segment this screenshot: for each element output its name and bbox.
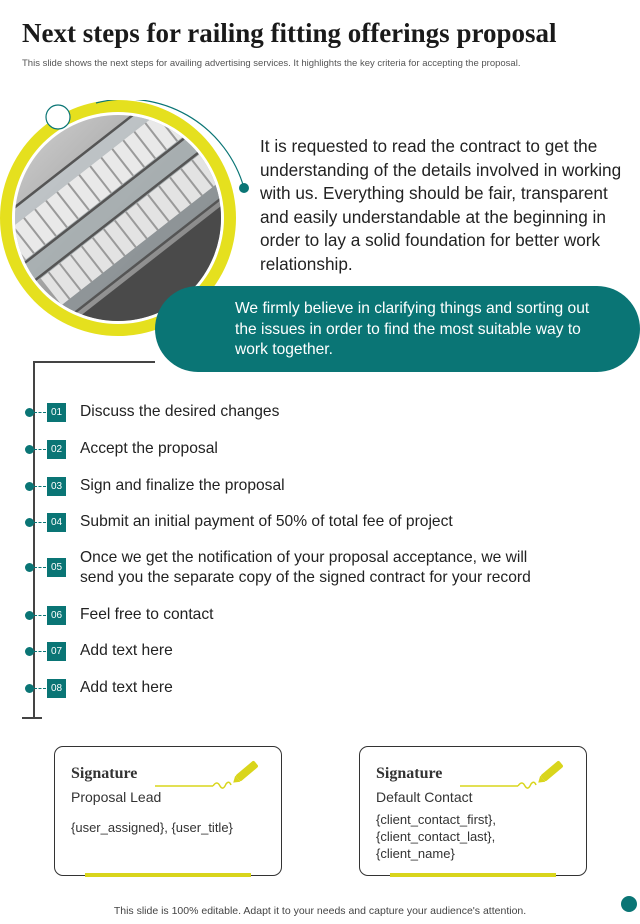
step-number: 03 [47,477,66,496]
step-number: 02 [47,440,66,459]
step-dot [25,684,34,693]
timeline-top-tick [33,361,155,363]
signature-fields [71,819,233,836]
signature-underline [85,873,251,877]
signature-card-proposal-lead [54,746,282,876]
step-text: Submit an initial payment of 50% of total fee of project [80,513,453,530]
step-number: 05 [47,558,66,577]
step-dot [25,518,34,527]
step-text: Sign and finalize the proposal [80,477,285,494]
step-number: 08 [47,679,66,698]
signature-underline [390,873,556,877]
step-text: Add text here [80,642,173,659]
signature-card-default-contact [359,746,587,876]
page-subtitle: This slide shows the next steps for availing advertising services. It highlights the key criteria for accepting the proposal. [22,58,521,69]
signature-field-line: {client_contact_first}, [376,812,496,827]
step-connector [34,522,46,523]
step-connector [34,486,46,487]
signature-field-line: {user_assigned}, {user_title} [71,820,233,835]
footer-note: This slide is 100% editable. Adapt it to your needs and capture your audience's attention. [113,905,527,917]
decor-dot [239,183,249,193]
step-connector [34,688,46,689]
corner-dot [621,896,637,912]
step-dot [25,563,34,572]
step-connector [34,615,46,616]
step-text: Feel free to contact [80,606,214,623]
step-text: Once we get the notification of your proposal acceptance, we will [80,549,528,566]
step-number: 07 [47,642,66,661]
step-text: Discuss the desired changes [80,403,280,420]
step-connector [34,412,46,413]
step-number: 04 [47,513,66,532]
decor-circle [46,105,70,129]
page-title: Next steps for railing fitting offerings proposal [22,18,557,48]
step-text: Add text here [80,679,173,696]
pen-icon [155,755,265,789]
step-dot [25,445,34,454]
signature-role: Proposal Lead [71,789,162,805]
step-text: Accept the proposal [80,440,218,457]
step-dot [25,408,34,417]
signature-field-line: {client_contact_last}, [376,829,496,844]
pen-icon [460,755,570,789]
step-dot [25,482,34,491]
step-number: 06 [47,606,66,625]
timeline-bottom-tick [22,717,42,719]
intro-paragraph: It is requested to read the contract to get the understanding of the details involved in working with us. Everything should be fair, transparent and easily understandable at the beginning in order to lay a solid foundation for better work relationship. [260,136,622,274]
step-text-line2: send you the separate copy of the signed contract for your record [80,569,531,586]
step-dot [25,647,34,656]
step-connector [34,449,46,450]
step-number: 01 [47,403,66,422]
signature-role: Default Contact [376,789,473,805]
signature-fields [376,811,496,862]
highlight-banner [155,286,640,372]
step-connector [34,651,46,652]
signature-field-line: {client_name} [376,846,455,861]
step-connector [34,567,46,568]
step-dot [25,611,34,620]
signature-title: Signature [71,765,138,782]
signature-title: Signature [376,765,443,782]
highlight-text: We firmly believe in clarifying things and sorting out the issues in order to find the most suitable way to work together. [235,300,590,358]
